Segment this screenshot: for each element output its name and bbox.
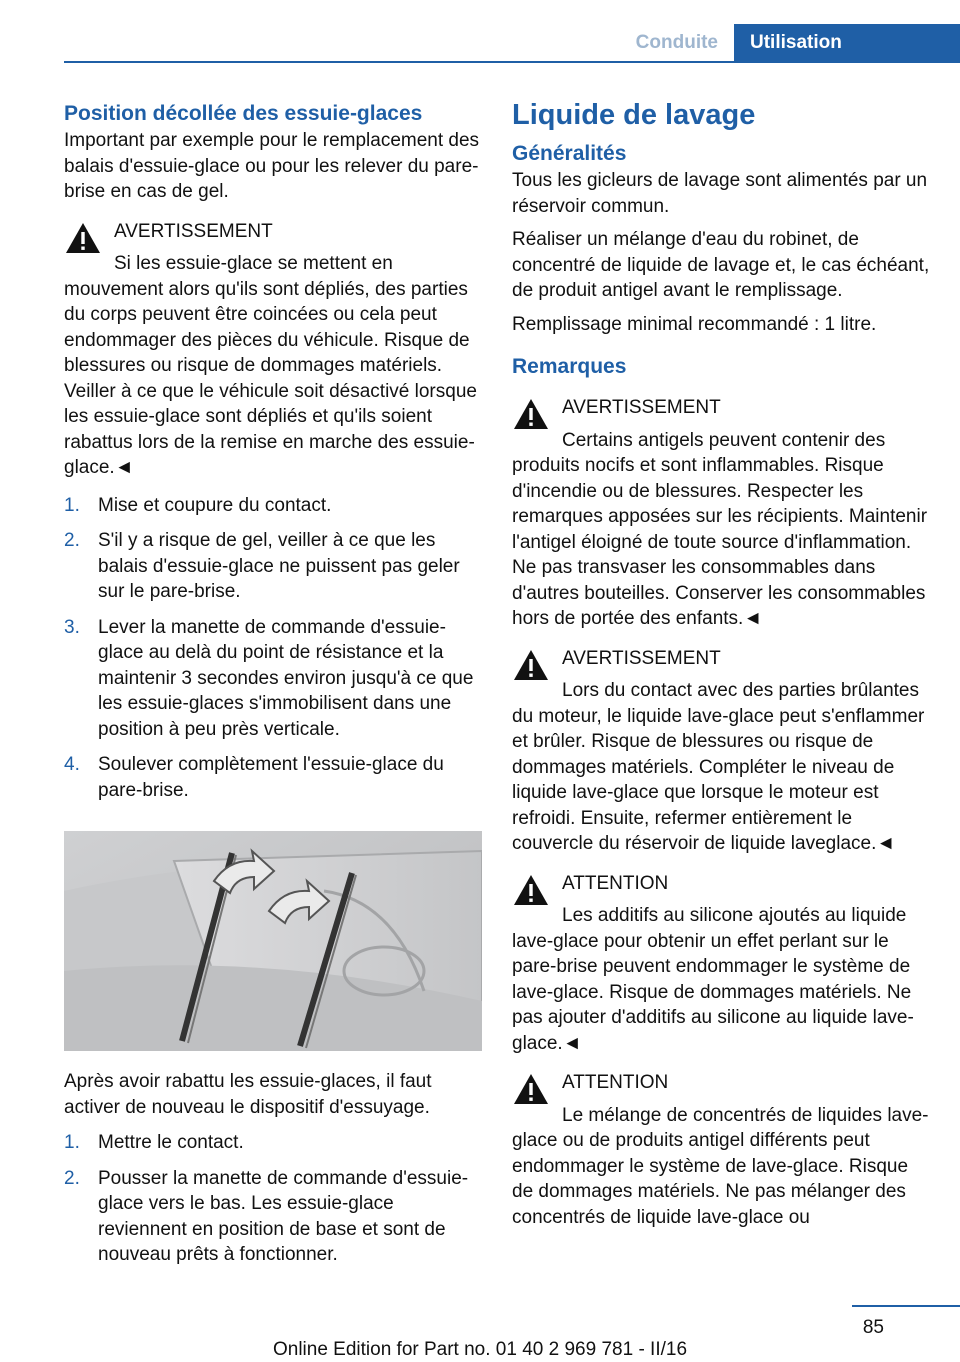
footer-edition: Online Edition for Part no. 01 40 2 969 781 - II/16 [272,1339,688,1360]
warning-triangle-icon [512,648,550,682]
step-text: Mettre le contact. [98,1132,244,1153]
step-number: 2. [64,1167,80,1189]
steps-list-2 [64,1130,482,1268]
step-text: Mise et coupure du contact. [98,494,332,516]
list-item [64,1166,482,1268]
warning-title: AVERTISSEMENT [562,647,721,669]
tab-conduite: Conduite [620,24,734,62]
step-number: 2. [64,530,80,551]
after-image-paragraph: Après avoir rabattu les essuie-glaces, il faut activer de nouveau le dispositif d'essuyage. [64,1071,432,1118]
caution-body: Le mélange de concentrés de liquides lave-glace ou de produits antigel différents peut endommager le système de lave-glace. Risque de dommages matériels. Ne pas mélanger des concentrés de liquide lave-glace ou [512,1104,929,1228]
footer-rule [852,1305,960,1307]
right-column [512,100,932,1242]
warning-triangle-icon [64,221,102,255]
caution-block [512,1070,932,1230]
tab-utilisation: Utilisation [734,24,960,62]
step-text: Soulever complètement l'essuie-glace du pare-brise. [98,754,444,801]
warning-triangle-icon [512,397,550,431]
subheading-general: Généralités [512,142,627,165]
step-text: Pousser la manette de commande d'essuie-glace vers le bas. Les essuie-glace reviennent en position de base et sont de nouveau prêts à fonctionner. [98,1167,469,1265]
header-rule [64,61,960,63]
step-text: Lever la manette de commande d'essuie-glace au delà du point de résistance et la maintenir 3 secondes environ jusqu'à ce que les essuie-glaces s'immobilisent dans une position à peu près verticale. [98,616,474,740]
warning-title: AVERTISSEMENT [562,397,721,418]
step-number: 3. [64,616,80,638]
section-title-washer-fluid: Liquide de lavage [512,99,756,131]
caution-title: ATTENTION [562,1072,669,1093]
step-text: S'il y a risque de gel, veiller à ce que les balais d'essuie-glace ne puissent pas geler sur le pare-brise. [98,530,460,602]
page-number: 85 [862,1317,884,1338]
list-item [64,528,482,605]
steps-list [64,493,482,804]
warning-triangle-icon [512,1072,550,1106]
section-heading-wiper-position: Position décollée des essuie-glaces [64,102,423,125]
warning-body: Lors du contact avec des parties brûlantes du moteur, le liquide lave-glace peut s'enflammer et brûler. Risque de blessures ou risque de dommages matériels. Compléter le niveau de liquide lave-glace que lorsque le moteur est refroidi. Ensuite, refermer entièrement le couvercle du réservoir de liquide laveglace.◄ [512,680,925,854]
warning-body: Si les essuie-glace se mettent en mouvement alors qu'ils sont dépliés, des parties du corps peuvent être coincées ou cela peut endommager des pièces du véhicule. Risque de blessures ou risque de dommages matériels. Veiller à ce que le véhicule soit désactivé lorsque les essuie-glace sont dépliés et qu'ils soient rabattus lors de la remise en marche des essuie-glace.◄ [64,253,477,478]
general-paragraph-2: Réaliser un mélange d'eau du robinet, de concentré de liquide de lavage et, le cas échéant, de produit antigel avant le remplissage. [512,229,930,301]
chapter-tabs [620,24,960,62]
warning-title: AVERTISSEMENT [114,220,273,242]
warning-block [512,646,932,857]
caution-body: Les additifs au silicone ajoutés au liquide lave-glace pour obtenir un effet perlant sur le pare-brise peuvent endommager le système de lave-glace. Risque de dommages matériels. Ne pas ajouter d'additifs au silicone au liquide lave-glace.◄ [512,905,914,1054]
caution-title: ATTENTION [562,872,669,894]
list-item [64,615,482,743]
general-paragraph-1: Tous les gicleurs de lavage sont alimentés par un réservoir commun. [512,170,928,217]
warning-block [64,219,482,481]
step-number: 1. [64,494,80,516]
warning-body: Certains antigels peuvent contenir des produits nocifs et sont inflammables. Risque d'incendie ou de blessures. Respecter les remarques apposées sur les récipients. Maintenir l'antigel éloigné de toute source d'inflammation. Ne pas transvaser les consommables dans d'autres bouteilles. Conserver les consommables hors de portée des enfants.◄ [512,429,928,629]
warning-triangle-icon [512,873,550,907]
list-item [64,1130,482,1156]
warning-block [512,395,932,632]
caution-block [512,871,932,1057]
intro-paragraph: Important par exemple pour le remplacement des balais d'essuie-glace ou pour les relever du pare-brise en cas de gel. [64,130,480,202]
left-column [64,100,482,1278]
general-paragraph-3: Remplissage minimal recommandé : 1 litre. [512,313,877,335]
list-item [64,493,482,519]
subheading-notes: Remarques [512,355,627,378]
step-number: 4. [64,754,80,775]
list-item [64,752,482,803]
wiper-illustration [64,831,482,1051]
step-number: 1. [64,1132,80,1153]
